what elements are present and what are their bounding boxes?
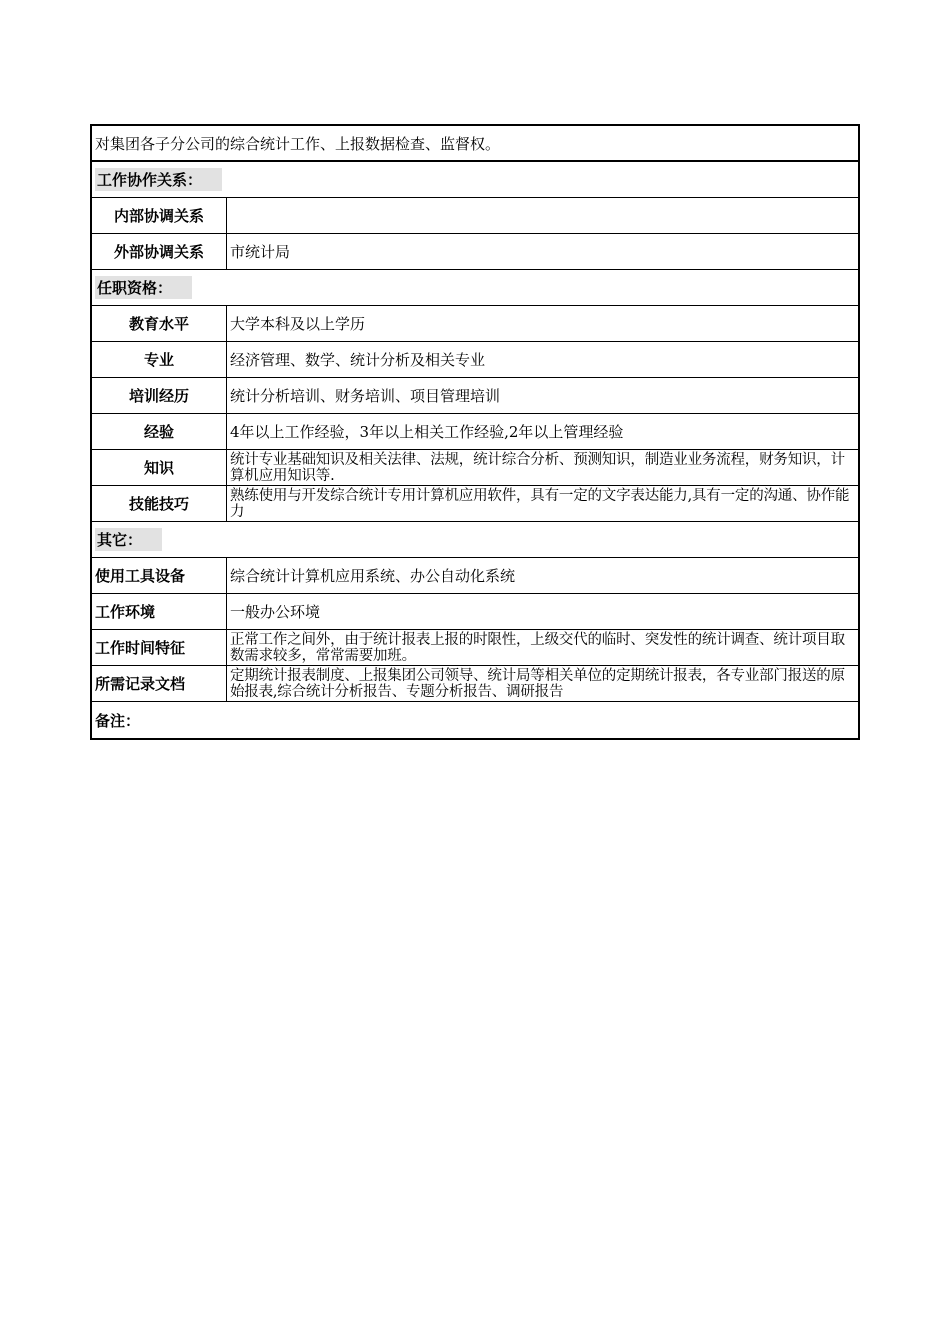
- external-relation-row: [92, 234, 858, 270]
- skills-value: 熟练使用与开发综合统计专用计算机应用软件，具有一定的文字表达能力,具有一定的沟通、协作能力: [230, 487, 850, 520]
- environment-value: 一般办公环境: [230, 603, 321, 621]
- tools-label: 使用工具设备: [92, 558, 227, 593]
- section-other: [92, 522, 858, 558]
- skills-row: [92, 486, 858, 522]
- environment-row: [92, 594, 858, 630]
- section-cooperation: [92, 162, 858, 198]
- training-value: 统计分析培训、财务培训、项目管理培训: [230, 387, 501, 405]
- major-row: [92, 342, 858, 378]
- tools-value: 综合统计计算机应用系统、办公自动化系统: [230, 567, 516, 585]
- work-time-value: 正常工作之间外，由于统计报表上报的时限性，上级交代的临时、突发性的统计调查、统计项目取数需求较多，常常需要加班。: [230, 631, 845, 664]
- environment-label: 工作环境: [92, 594, 227, 629]
- work-time-label: 工作时间特征: [92, 630, 227, 665]
- training-label: 培训经历: [92, 378, 227, 413]
- intro-text: 对集团各子分公司的综合统计工作、上报数据检查、监督权。: [95, 134, 501, 153]
- tools-row: [92, 558, 858, 594]
- education-label: 教育水平: [92, 306, 227, 341]
- experience-value: 4年以上工作经验，3年以上相关工作经验,2年以上管理经验: [230, 423, 624, 441]
- remarks-title: 备注：: [95, 711, 141, 730]
- section-qualification-title: 任职资格：: [95, 276, 192, 299]
- job-description-table: [90, 124, 860, 740]
- skills-label: 技能技巧: [92, 486, 227, 521]
- education-value: 大学本科及以上学历: [230, 315, 366, 333]
- internal-relation-row: [92, 198, 858, 234]
- section-cooperation-title: 工作协作关系：: [95, 168, 222, 191]
- education-row: [92, 306, 858, 342]
- work-time-row: [92, 630, 858, 666]
- internal-relation-value: [227, 198, 858, 233]
- training-row: [92, 378, 858, 414]
- remarks-row: [92, 702, 858, 738]
- section-qualification: [92, 270, 858, 306]
- documents-row: [92, 666, 858, 702]
- internal-relation-label: 内部协调关系: [92, 198, 227, 233]
- experience-row: [92, 414, 858, 450]
- documents-label: 所需记录文档: [92, 666, 227, 701]
- intro-row: [92, 126, 858, 162]
- section-other-title: 其它：: [95, 528, 162, 551]
- documents-value: 定期统计报表制度、上报集团公司领导、统计局等相关单位的定期统计报表，各专业部门报送的原始报表,综合统计分析报告、专题分析报告、调研报告: [230, 667, 845, 700]
- experience-label: 经验: [92, 414, 227, 449]
- external-relation-value: 市统计局: [230, 243, 291, 261]
- major-value: 经济管理、数学、统计分析及相关专业: [230, 351, 486, 369]
- knowledge-value: 统计专业基础知识及相关法律、法规，统计综合分析、预测知识，制造业业务流程，财务知识，计算机应用知识等.: [230, 451, 845, 484]
- major-label: 专业: [92, 342, 227, 377]
- external-relation-label: 外部协调关系: [92, 234, 227, 269]
- knowledge-label: 知识: [92, 450, 227, 485]
- knowledge-row: [92, 450, 858, 486]
